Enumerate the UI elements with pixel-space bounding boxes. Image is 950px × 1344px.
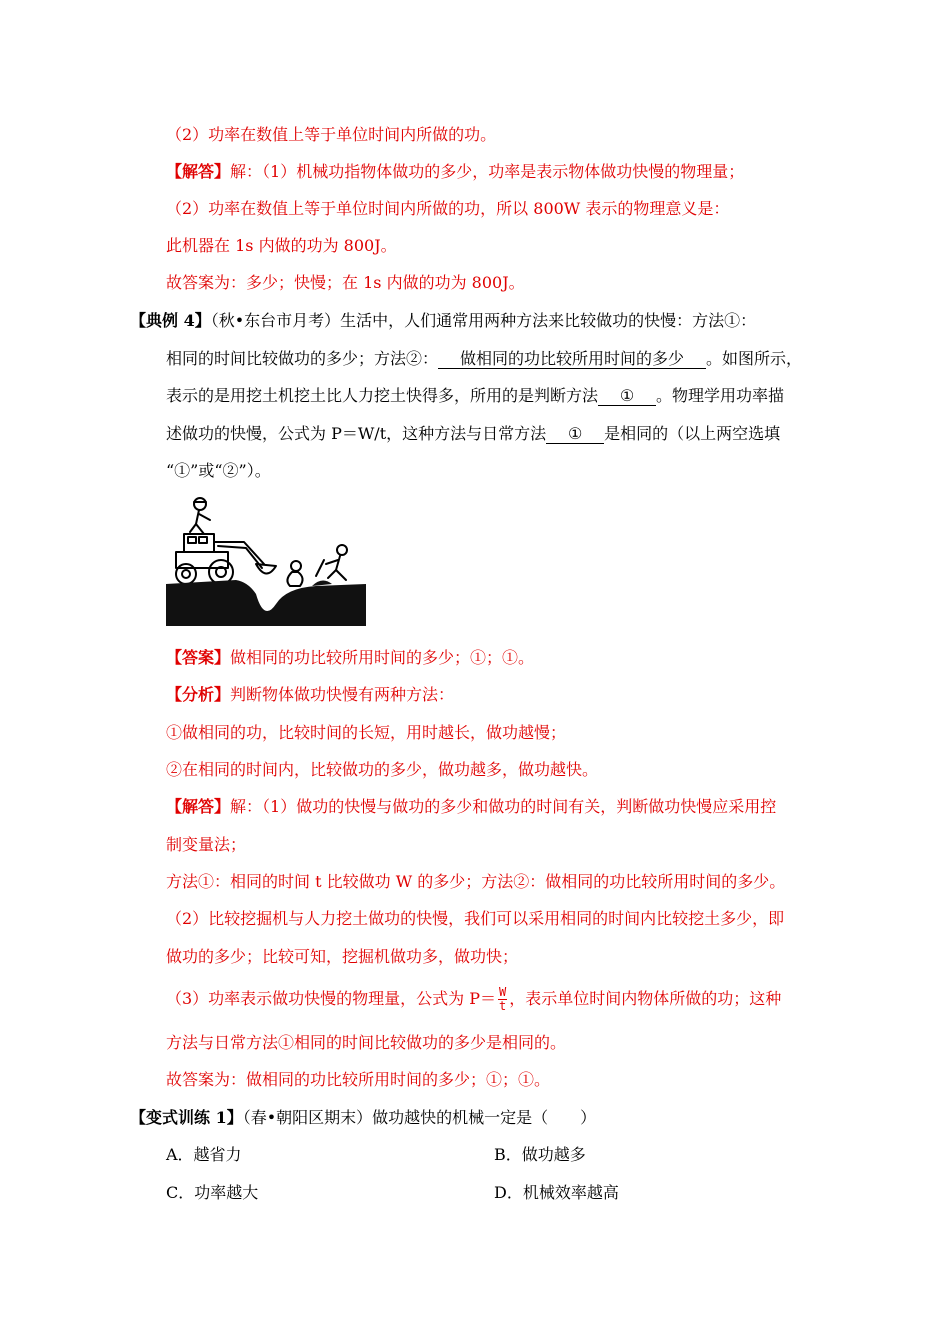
method-2-line: ②在相同的时间内，比较做功的多少，做功越多，做功越快。 bbox=[166, 760, 599, 779]
example4-text-2b: 。如图所示， bbox=[706, 349, 803, 368]
jieda-text-1: 解：（1）做功的快慢与做功的多少和做功的时间有关，判断做功快慢应采用控 bbox=[230, 797, 777, 816]
analysis-tag: 【分析】 bbox=[166, 685, 231, 704]
variant1-question: （春•朝阳区期末）做功越快的机械一定是（ ） bbox=[242, 1108, 597, 1127]
fraction-numerator: W bbox=[499, 985, 507, 999]
example4-line-5: “①”或“②”）。 bbox=[166, 461, 271, 480]
variant1-line bbox=[130, 1107, 596, 1129]
prev-answer-line-1: （2）功率在数值上等于单位时间内所做的功。 bbox=[166, 125, 497, 144]
jieda-text-6b: ，表示单位时间内物体所做的功；这种 bbox=[509, 989, 782, 1008]
example4-text-2a: 相同的时间比较做功的多少；方法②： bbox=[166, 349, 439, 368]
prev-jieda-text: 解：（1）机械功指物体做功的多少，功率是表示物体做功快慢的物理量； bbox=[230, 162, 745, 181]
example4-text-4a: 述做功的快慢，公式为 P＝W/t，这种方法与日常方法 bbox=[166, 424, 547, 443]
blank-3: ① bbox=[546, 425, 604, 444]
answer-line bbox=[166, 647, 534, 669]
jieda-text-6a: （3）功率表示做功快慢的物理量，公式为 P＝ bbox=[166, 989, 497, 1008]
excavator-illustration bbox=[166, 494, 366, 626]
option-a[interactable]: A．越省力 bbox=[166, 1145, 242, 1164]
example4-line-4 bbox=[166, 423, 780, 445]
jieda-tag: 【解答】 bbox=[166, 162, 231, 181]
analysis-line bbox=[166, 684, 454, 706]
example4-text-3b: 。物理学用功率描 bbox=[656, 386, 785, 405]
blank-2: ① bbox=[598, 387, 656, 406]
jieda-line-3: 方法①：相同的时间 t 比较做功 W 的多少；方法②：做相同的功比较所用时间的多少。 bbox=[166, 872, 786, 891]
blank-1: 做相同的功比较所用时间的多少 bbox=[438, 350, 706, 369]
example4-text-1: （秋•东台市月考）生活中，人们通常用两种方法来比较做功的快慢：方法①： bbox=[210, 311, 757, 330]
example4-line-1 bbox=[130, 310, 756, 332]
jieda-tag-2: 【解答】 bbox=[166, 797, 231, 816]
example4-text-4b: 是相同的（以上两空选填 bbox=[604, 424, 781, 443]
answer-tag: 【答案】 bbox=[166, 648, 231, 667]
jieda-line-8: 故答案为：做相同的功比较所用时间的多少；①；①。 bbox=[166, 1070, 551, 1089]
example4-line-2 bbox=[166, 348, 802, 370]
jieda-line-6 bbox=[166, 984, 781, 1014]
power-formula-fraction bbox=[498, 986, 507, 1013]
answer-text: 做相同的功比较所用时间的多少；①；①。 bbox=[230, 648, 535, 667]
option-c[interactable]: C．功率越大 bbox=[166, 1183, 259, 1202]
prev-answer-line-4: 此机器在 1s 内做的功为 800J。 bbox=[166, 236, 397, 255]
example4-text-3a: 表示的是用挖土机挖土比人力挖土快得多，所用的是判断方法 bbox=[166, 386, 599, 405]
option-b[interactable]: B．做功越多 bbox=[494, 1145, 586, 1164]
variant1-tag: 【变式训练 1】 bbox=[130, 1108, 243, 1127]
jieda-line-7: 方法与日常方法①相同的时间比较做功的多少是相同的。 bbox=[166, 1033, 567, 1052]
jieda-line-5: 做功的多少；比较可知，挖掘机做功多，做功快； bbox=[166, 947, 519, 966]
jieda-line-4: （2）比较挖掘机与人力挖土做功的快慢，我们可以采用相同的时间内比较挖土多少，即 bbox=[166, 909, 785, 928]
analysis-text: 判断物体做功快慢有两种方法： bbox=[230, 685, 455, 704]
fraction-denominator: t bbox=[499, 999, 507, 1013]
method-1-line: ①做相同的功，比较时间的长短，用时越长，做功越慢； bbox=[166, 723, 567, 742]
excavator-figure bbox=[166, 494, 366, 626]
example4-line-3 bbox=[166, 385, 784, 407]
prev-answer-line-2 bbox=[166, 161, 744, 183]
jieda-line-2: 制变量法； bbox=[166, 835, 247, 854]
jieda-line-1 bbox=[166, 796, 776, 818]
prev-answer-line-3: （2）功率在数值上等于单位时间内所做的功，所以 800W 表示的物理意义是： bbox=[166, 199, 730, 218]
prev-answer-line-5: 故答案为：多少；快慢；在 1s 内做的功为 800J。 bbox=[166, 273, 525, 292]
option-d[interactable]: D．机械效率越高 bbox=[494, 1183, 619, 1202]
example4-tag: 【典例 4】 bbox=[130, 311, 211, 330]
